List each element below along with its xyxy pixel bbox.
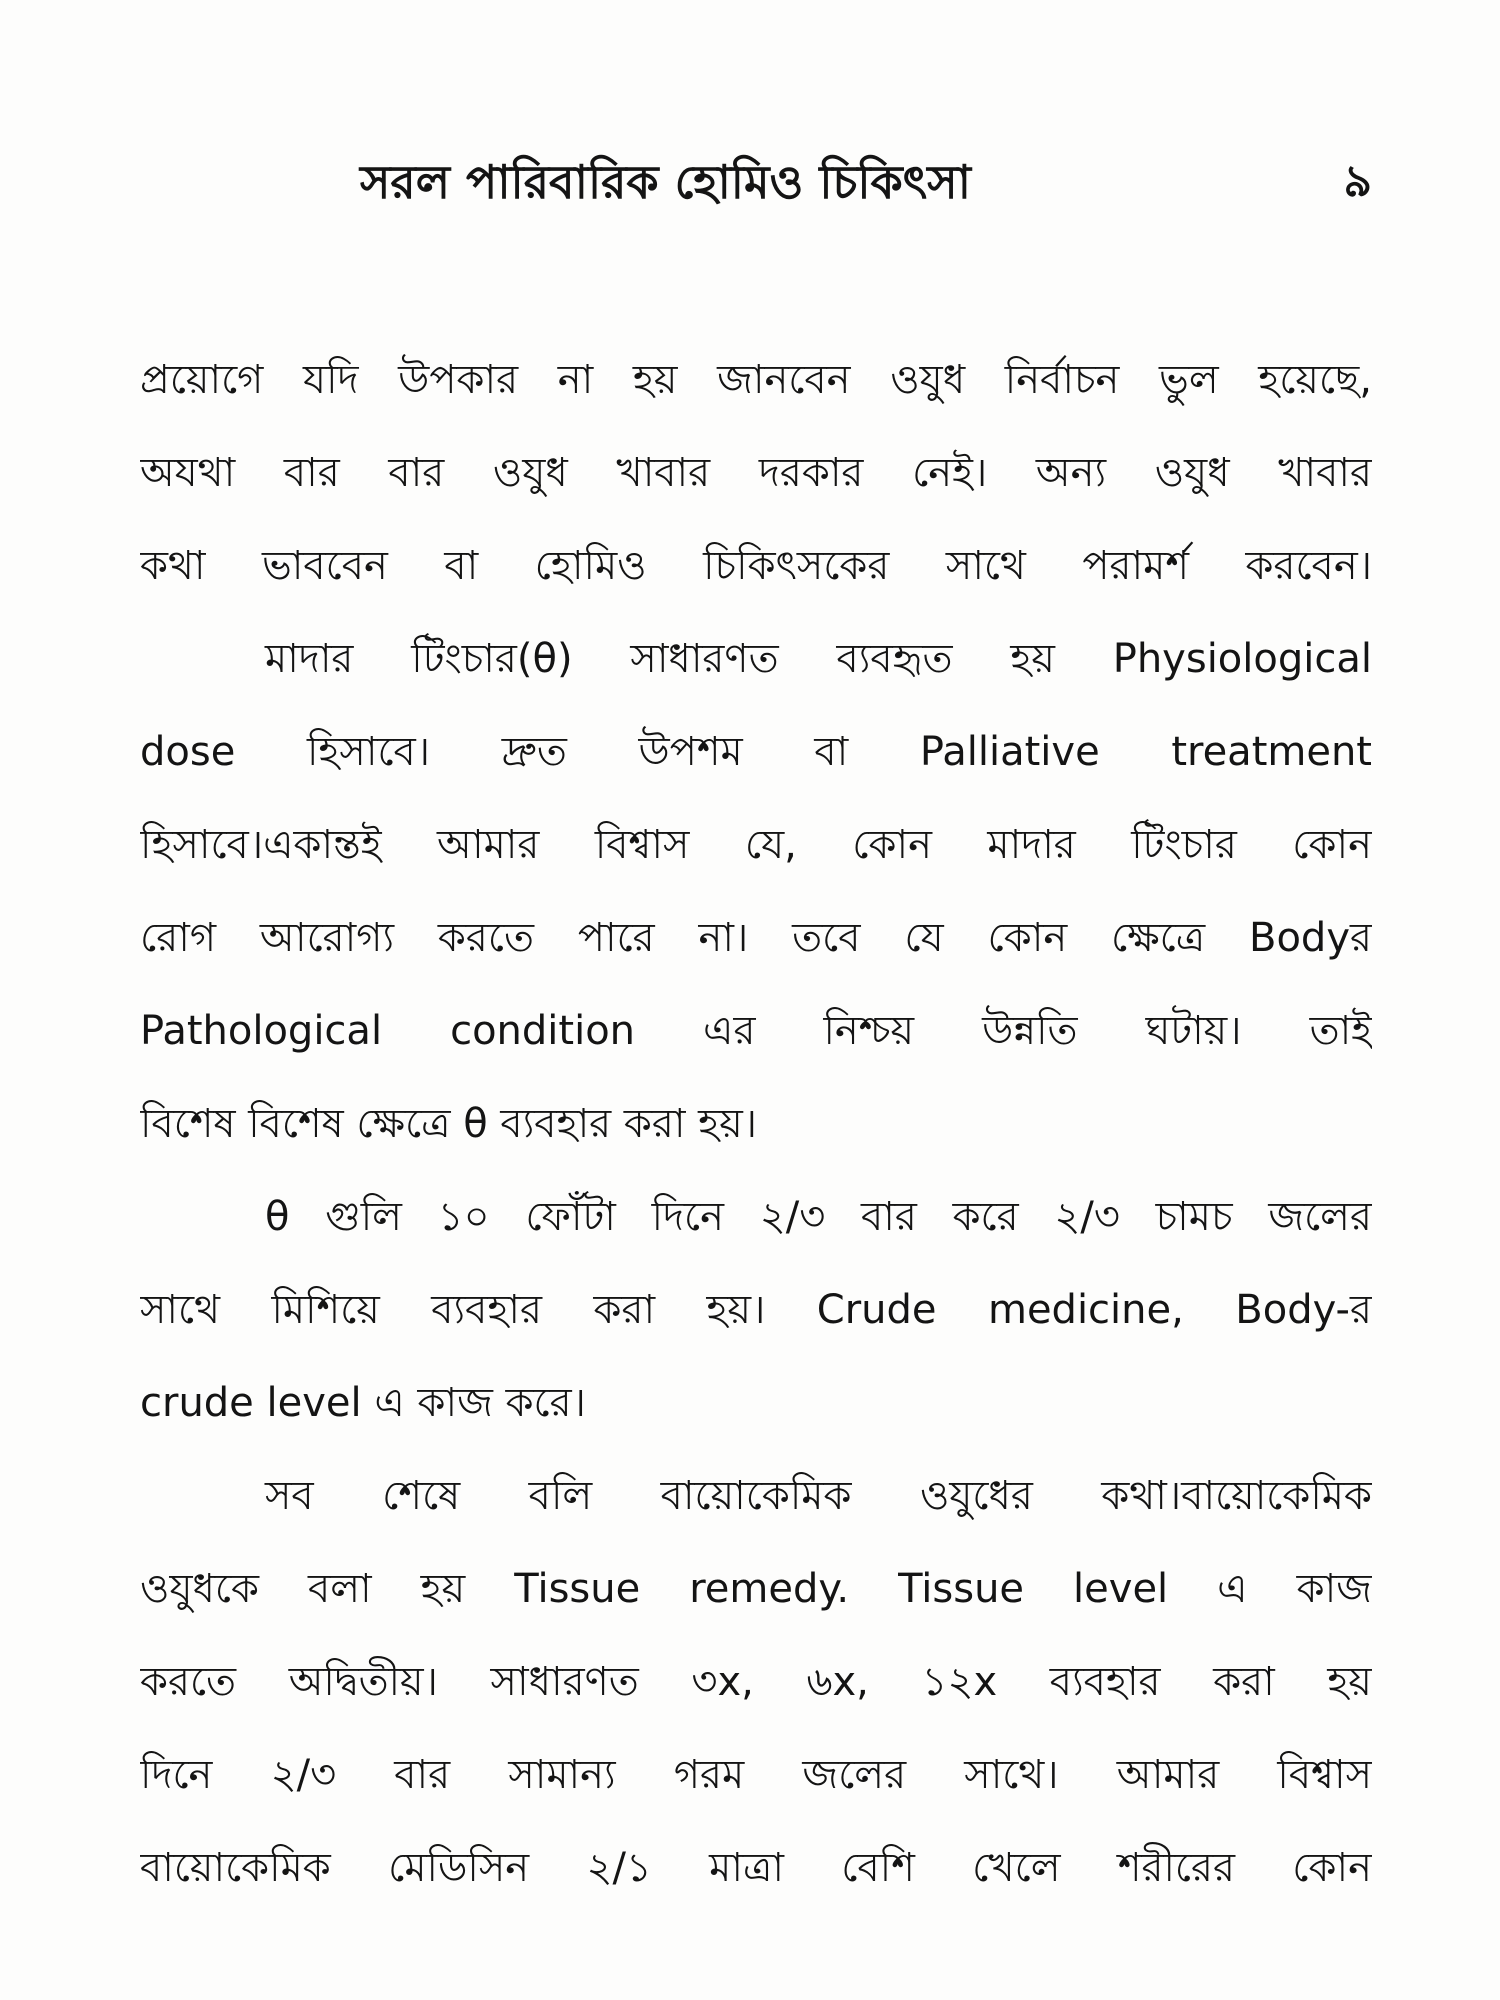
text-line: মাদার টিংচার(θ) সাধারণত ব্যবহৃত হয় Physiological	[265, 636, 1372, 682]
text-line: বিশেষ বিশেষ ক্ষেত্রে θ ব্যবহার করা হয়।	[140, 1101, 758, 1147]
text-line: crude level এ কাজ করে।	[140, 1380, 586, 1426]
text-line: হিসাবে।একান্তই আমার বিশ্বাস যে, কোন মাদার টিংচার কোন	[140, 822, 1372, 868]
text-line: dose হিসাবে। দ্রুত উপশম বা Palliative treatment	[140, 729, 1372, 775]
text-line: Pathological condition এর নিশ্চয় উন্নতি ঘটায়। তাই	[140, 1008, 1372, 1054]
paragraph-3	[140, 1171, 1372, 1450]
paragraph-2	[140, 613, 1372, 1171]
text-line: ওযুধকে বলা হয় Tissue remedy. Tissue level এ কাজ	[140, 1566, 1372, 1612]
text-line: কথা ভাববেন বা হোমিও চিকিৎসকের সাথে পরামর্শ করবেন।	[140, 543, 1372, 589]
text-line: θ গুলি ১০ ফোঁটা দিনে ২/৩ বার করে ২/৩ চামচ জলের	[265, 1194, 1372, 1240]
paragraph-4	[140, 1450, 1372, 1915]
text-line: দিনে ২/৩ বার সামান্য গরম জলের সাথে। আমার বিশ্বাস	[140, 1752, 1372, 1798]
book-title: সরল পারিবারিক হোমিও চিকিৎসা	[360, 155, 971, 209]
text-line: বায়োকেমিক মেডিসিন ২/১ মাত্রা বেশি খেলে শরীরের কোন	[140, 1845, 1372, 1891]
text-line: প্রয়োগে যদি উপকার না হয় জানবেন ওযুধ নির্বাচন ভুল হয়েছে,	[140, 357, 1372, 403]
running-header	[140, 148, 1372, 218]
text-line: সাথে মিশিয়ে ব্যবহার করা হয়। Crude medicine, Body-র	[140, 1287, 1372, 1333]
body-text	[140, 334, 1372, 1915]
page-number: ৯	[1343, 156, 1372, 207]
text-line: সব শেষে বলি বায়োকেমিক ওযুধের কথা।বায়োকেমিক	[265, 1473, 1372, 1519]
text-line: অযথা বার বার ওযুধ খাবার দরকার নেই। অন্য ওযুধ খাবার	[140, 450, 1372, 496]
text-line: রোগ আরোগ্য করতে পারে না। তবে যে কোন ক্ষেত্রে Bodyর	[140, 915, 1372, 961]
text-line: করতে অদ্বিতীয়। সাধারণত ৩x, ৬x, ১২x ব্যবহার করা হয়	[140, 1659, 1372, 1705]
paragraph-1	[140, 334, 1372, 613]
